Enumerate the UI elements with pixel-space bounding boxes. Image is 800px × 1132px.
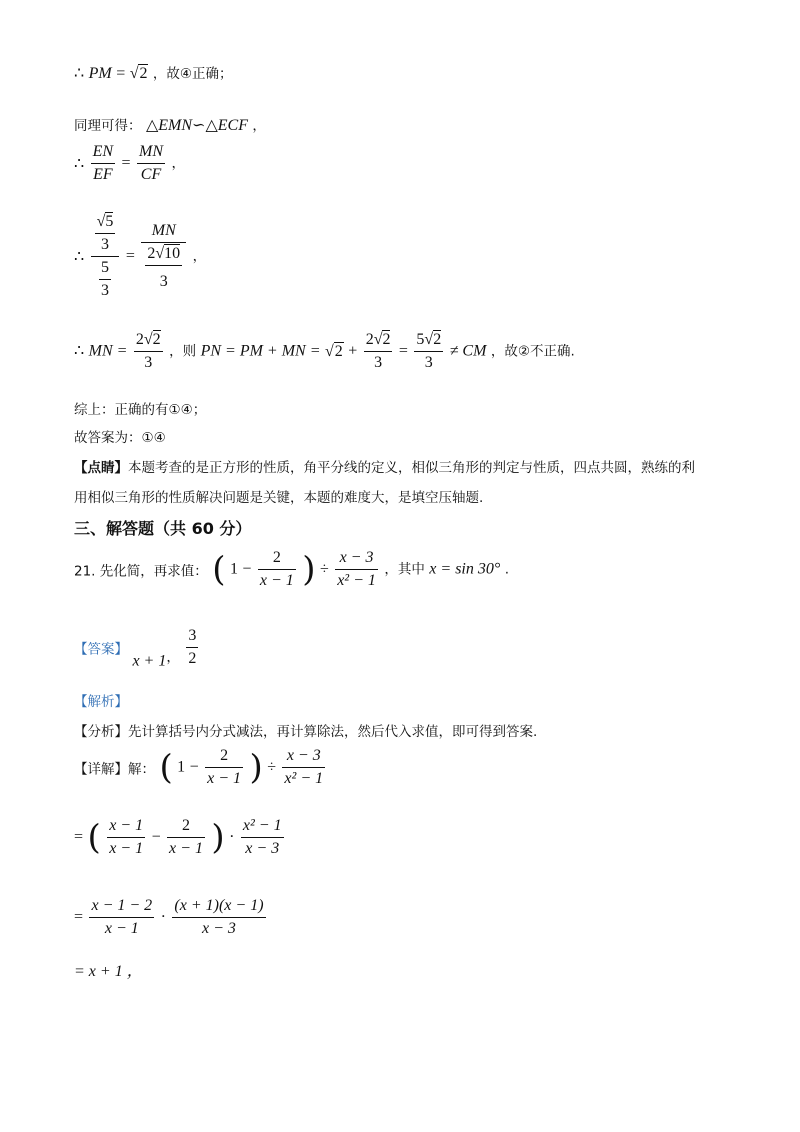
divide-sign: ÷	[319, 560, 329, 578]
comment-label: 【点睛】	[74, 460, 128, 476]
equals-sign: =	[398, 342, 408, 360]
analysis-sub-label: 【分析】	[74, 724, 128, 740]
line-compound-fraction	[74, 212, 206, 301]
compound-fraction-left	[91, 212, 120, 301]
fraction-5sqrt2-over-3: $\frac{5√2}{3}$	[416, 331, 442, 371]
section-heading: 三、解答题（共 60 分）	[74, 519, 252, 538]
fraction-2sqrt2-over-3: $\frac{2√2}{3}$	[365, 331, 391, 371]
right-paren: )	[302, 549, 316, 590]
conclusion-text: ，故②不正确.	[490, 343, 575, 360]
step-2	[74, 896, 268, 939]
answer-line: 故答案为：①④	[74, 430, 166, 446]
line-similar	[74, 114, 266, 135]
right-paren: )	[249, 747, 263, 788]
fraction-sqrt5-over-3: $\frac{√5}{3}$	[96, 213, 114, 253]
line-ratio	[74, 142, 185, 185]
fraction-x-1-over-x-1: $\frac{x - 1}{x - 1}$	[109, 817, 144, 857]
math-one: 1	[229, 560, 238, 578]
sqrt-2: √2	[129, 65, 148, 82]
analysis-line	[74, 720, 537, 740]
detail-line	[74, 746, 327, 789]
dot-operator: ·	[229, 828, 235, 846]
minus-sign: −	[151, 828, 161, 846]
similar-prefix: 同理可得：	[74, 118, 142, 134]
line-pm-equals	[74, 62, 233, 83]
fraction-product-over-x-3: $\frac{(x + 1)(x - 1)}{x - 3}$	[174, 897, 264, 937]
therefore-symbol: ∴	[74, 342, 85, 360]
punct: ，	[171, 155, 185, 172]
compound-fraction-right: $\frac{MN}{\frac{2√10}{3}}$	[141, 221, 186, 292]
dot-operator: ·	[160, 908, 166, 926]
right-paren: )	[211, 817, 225, 858]
therefore-symbol: ∴	[74, 248, 85, 266]
punct: ，	[192, 248, 207, 265]
answer-block	[74, 626, 200, 671]
equals-sign: =	[121, 154, 131, 172]
math-neq-cm: ≠ CM	[449, 342, 487, 360]
step-1	[74, 816, 286, 859]
math-one: 1	[177, 758, 186, 776]
math-pm: PM	[88, 65, 112, 82]
comment-line-2: 用相似三角形的性质解决问题是关键，本题的难度大，是填空压轴题.	[74, 490, 484, 506]
fraction-2-over-x-1: $\frac{2}{x - 1}$	[207, 747, 242, 787]
equals-sign: =	[74, 908, 84, 926]
comment-line-1	[74, 456, 695, 476]
question-prefix: 21. 先化简，再求值：	[74, 563, 208, 580]
detail-intro: 解：	[128, 761, 155, 778]
fraction-x-3-over-x2-1: $\frac{x - 3}{\text{x² − 1}}$	[337, 549, 376, 589]
left-paren: (	[87, 817, 101, 858]
therefore-symbol: ∴	[74, 155, 85, 173]
answer-fraction: $\frac{3}{2}$	[188, 627, 197, 667]
line-mn-pn	[74, 330, 575, 373]
therefore-symbol: ∴	[74, 65, 85, 82]
fraction-x-3-over-x2-1: $\frac{x - 3}{\text{x² − 1}}$	[284, 747, 324, 787]
step-3: = x + 1 ，	[74, 963, 143, 980]
equals-sign: =	[74, 828, 84, 846]
fraction-2sqrt10-over-3: $\frac{2√10}{3}$	[147, 245, 181, 290]
math-mn-eq: MN =	[88, 342, 128, 360]
answer-label: 【答案】	[74, 641, 128, 658]
equals-sign: =	[116, 65, 126, 82]
punct: .	[504, 561, 510, 578]
fraction-x2-1-over-x-3: $\frac{\text{x² − 1}}{x - 3}$	[242, 817, 282, 857]
fraction-2sqrt2-over-3: $\frac{2√2}{3}$	[135, 331, 161, 371]
equals-sign: =	[125, 247, 135, 265]
plus-sign: +	[348, 342, 358, 360]
fraction-5-over-3: $\frac{5}{3}$	[101, 259, 110, 299]
analysis-label: 【解析】	[74, 694, 128, 710]
left-paren: (	[212, 549, 226, 590]
detail-label: 【详解】	[74, 761, 128, 778]
where-text: ，其中	[384, 561, 425, 578]
question-21	[74, 548, 509, 591]
math-pn-expression: PN = PM + MN =	[200, 342, 321, 360]
then-text: ，则	[169, 343, 197, 360]
answer-value: x + 1	[132, 652, 167, 670]
fraction-2-over-x-1: $\frac{2}{x - 1}$	[169, 817, 203, 857]
fraction-2-over-x-1: $\frac{2}{x - 1}$	[259, 549, 294, 589]
divide-sign: ÷	[267, 758, 276, 776]
comment-text: 本题考查的是正方形的性质，角平分线的定义，相似三角形的判定与性质，四点共圆，熟练的利	[128, 460, 695, 476]
punct: ，	[252, 118, 266, 134]
conclusion-text: ，故④正确；	[152, 66, 233, 82]
fraction-mn-cf: $\frac{MN}{CF}$	[139, 143, 164, 183]
condition-expression: x = sin 30°	[429, 560, 501, 578]
sqrt-2: √2	[324, 342, 343, 360]
summary-text: 综上：正确的有①④；	[74, 402, 207, 418]
minus-sign: −	[189, 758, 199, 776]
punct: ，	[166, 649, 180, 666]
analysis-text: 先计算括号内分式减法，再计算除法，然后代入求值，即可得到答案.	[128, 724, 538, 740]
fraction-en-ef: $\frac{EN}{EF}$	[92, 143, 114, 183]
fraction-x-1-2-over-x-1: $\frac{x - 1 - 2}{x - 1}$	[91, 897, 153, 937]
similar-expression: △EMN∽△ECF	[145, 117, 248, 134]
left-paren: (	[159, 747, 173, 788]
minus-sign: −	[242, 560, 252, 578]
